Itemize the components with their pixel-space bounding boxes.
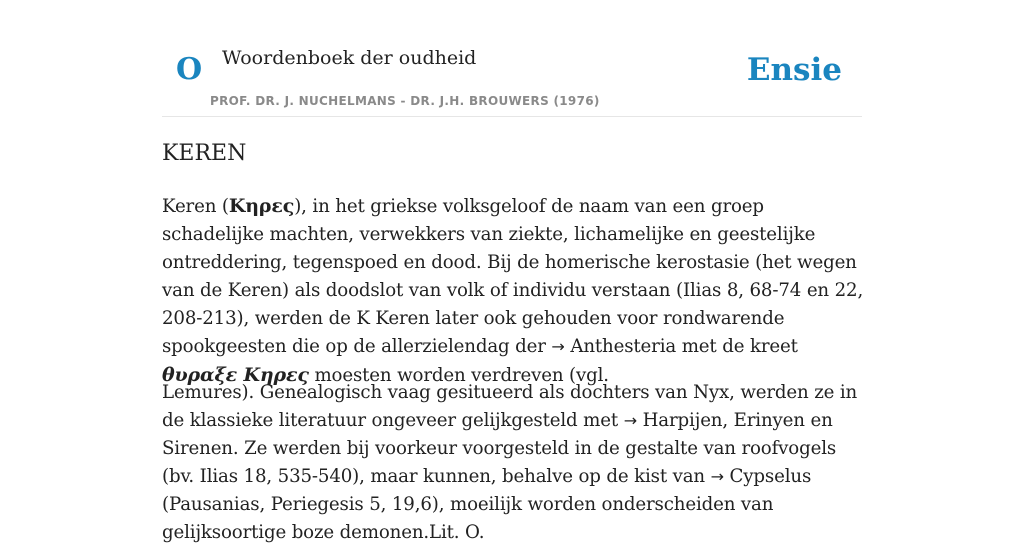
entry-paragraph-1 (162, 192, 864, 390)
arrow-right-icon: → (710, 467, 724, 486)
greek-term: Κηρες (228, 195, 295, 217)
letter-index-link[interactable]: O (176, 52, 203, 87)
greek-phrase: θυραξε Κηρες (162, 364, 309, 386)
book-title-link[interactable]: Woordenboek der oudheid (222, 47, 477, 69)
text-segment: , Erinyen en Sirenen. Ze werden bij voorkeur voorgesteld in de gestalte van roofvogels (bv. Ilias 18, 535-540), maar kunnen, behalve op de kist van (162, 410, 837, 487)
cross-reference-harpijen[interactable] (624, 410, 723, 431)
brand-logo[interactable]: Ensie (746, 52, 842, 88)
header (162, 0, 862, 117)
entry-paragraph-2 (162, 379, 864, 547)
cross-reference-cypselus[interactable] (711, 466, 812, 487)
text-segment: ), in het griekse volksgeloof de naam van een groep schadelijke machten, verwekkers van ziekte, lichamelijke en geestelijke ontreddering, tegenspoed en dood. Bij de homerische kerostasie (het wegen van de Keren) als doodslot van volk of individu verstaan (Ilias 8, 68-74 en 22, 208-213), werden de K Keren later ook gehouden voor rondwarende spookgeesten die op de allerzielendag der (162, 196, 864, 357)
arrow-right-icon: → (623, 411, 637, 430)
text-segment: (Pausanias, Periegesis 5, 19,6), moeilijk worden onderscheiden van gelijksoortige boze demonen.Lit. O. (162, 494, 774, 543)
text-segment: met de kreet (676, 336, 798, 357)
cross-reference-anthesteria[interactable] (551, 336, 676, 357)
cross-reference-label: Anthesteria (570, 336, 677, 357)
cross-reference-label: Cypselus (729, 466, 812, 487)
authors-label: PROF. DR. J. NUCHELMANS - DR. J.H. BROUWERS (1976) (210, 94, 600, 108)
text-segment: Lemures). Genealogisch vaag gesitueerd als dochters van Nyx, werden ze in de klassieke literatuur ongeveer gelijkgesteld met (162, 382, 858, 431)
text-segment: Keren ( (162, 196, 229, 217)
page-container (162, 0, 864, 543)
arrow-right-icon: → (551, 337, 565, 356)
cross-reference-label: Harpijen (642, 410, 723, 431)
entry-title: KEREN (162, 141, 247, 166)
text-segment: moesten worden verdreven (vgl. (308, 365, 609, 386)
